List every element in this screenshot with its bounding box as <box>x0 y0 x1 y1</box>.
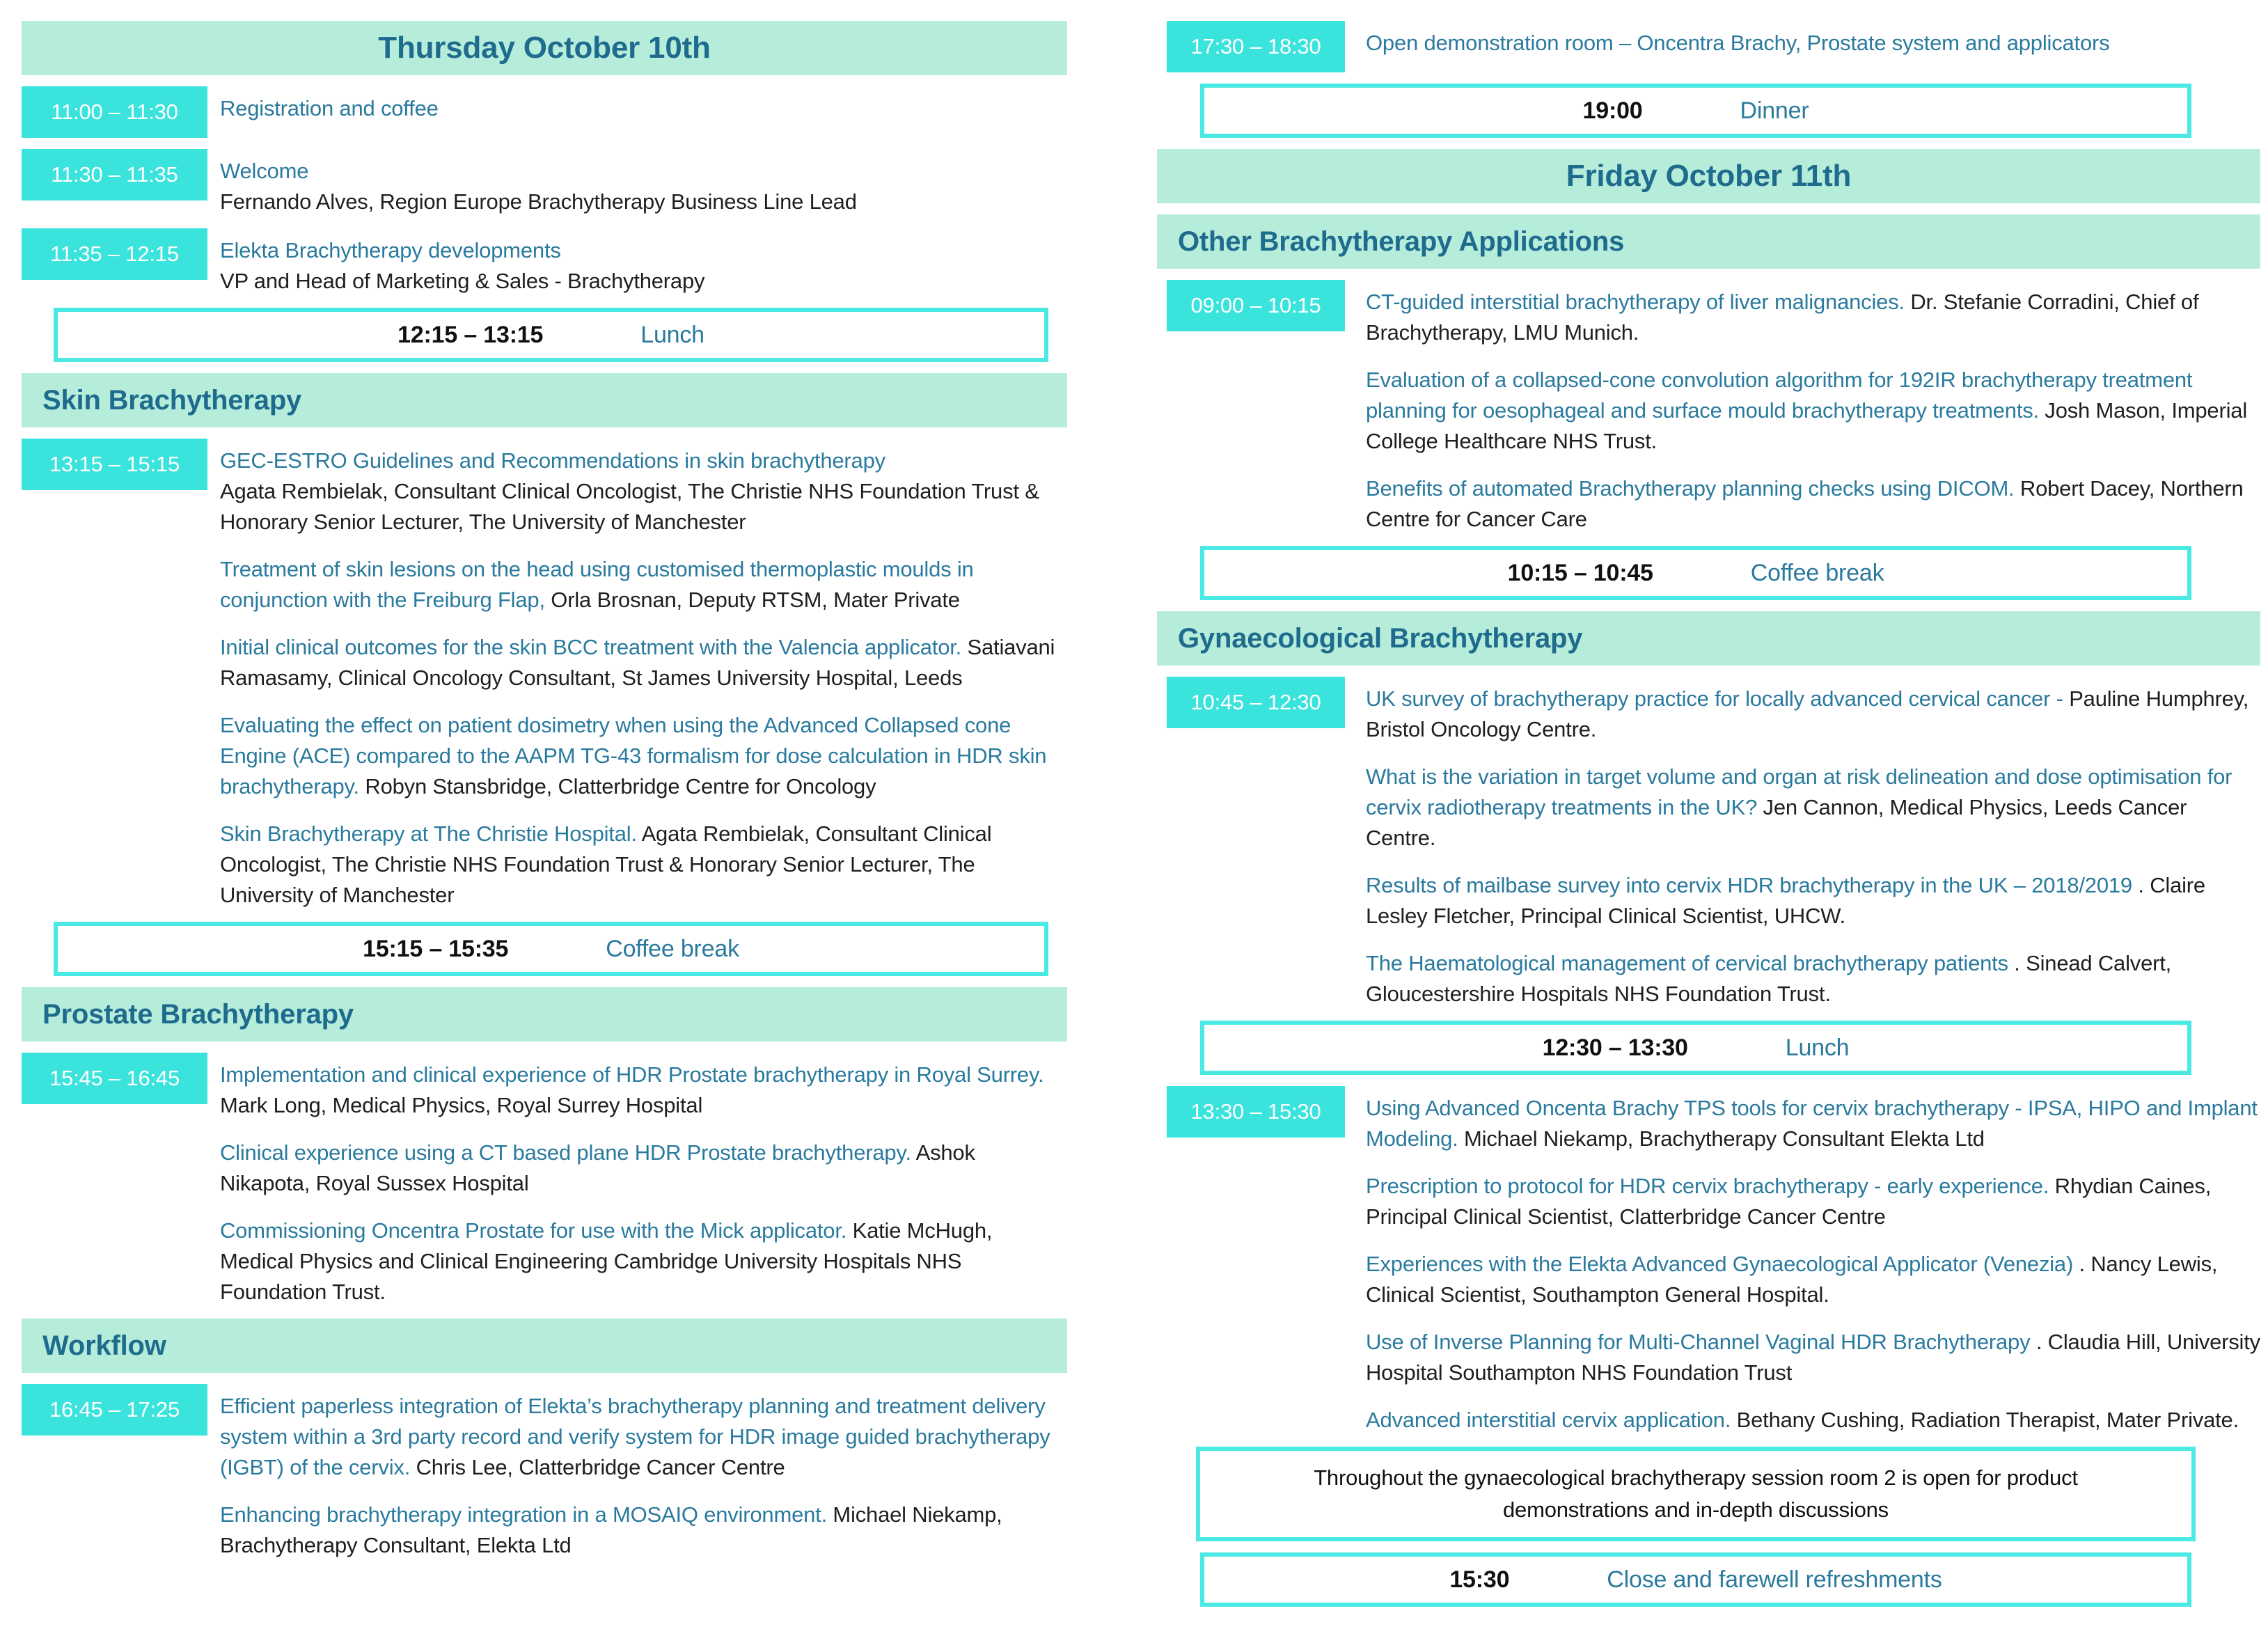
entry-speaker: Robert Dacey, Northern Centre for Cancer Care <box>1366 476 2244 531</box>
session-entries <box>220 228 1067 297</box>
session-entries <box>1366 1086 2260 1436</box>
session-entry <box>220 1060 1067 1121</box>
break-time: 12:15 – 13:15 <box>397 321 544 348</box>
entry-speaker: Dr. Stefanie Corradini, Chief of Brachytherapy, LMU Munich. <box>1366 290 2199 345</box>
entry-title: Use of Inverse Planning for Multi-Channel Vaginal HDR Brachytherapy <box>1366 1330 2031 1354</box>
entry-speaker: Fernando Alves, Region Europe Brachytherapy Business Line Lead <box>220 189 857 214</box>
entry-title: Registration and coffee <box>220 96 439 120</box>
session-entry <box>220 93 1067 124</box>
entry-speaker: Rhydian Caines, Principal Clinical Scientist, Clatterbridge Cancer Centre <box>1366 1174 2212 1229</box>
session-entry <box>1366 762 2260 854</box>
section-header: Gynaecological Brachytherapy <box>1157 611 2260 666</box>
section-header: Workflow <box>22 1319 1067 1373</box>
entry-speaker: Jen Cannon, Medical Physics, Leeds Cancer Centre. <box>1366 795 2187 850</box>
entry-title: Implementation and clinical experience of HDR Prostate brachytherapy in Royal Surrey. <box>220 1062 1044 1087</box>
break-box <box>1200 1552 2191 1607</box>
time-badge: 11:35 – 12:15 <box>22 228 207 280</box>
session-row <box>22 1384 1067 1561</box>
break-label: Lunch <box>640 321 704 348</box>
entry-title: GEC-ESTRO Guidelines and Recommendations in skin brachytherapy <box>220 448 885 473</box>
entry-title: Benefits of automated Brachytherapy planning checks using DICOM. <box>1366 476 2015 501</box>
session-row <box>22 149 1067 217</box>
session-entry <box>1366 1093 2260 1154</box>
session-entry <box>1366 684 2260 745</box>
session-row <box>22 86 1067 138</box>
session-entry <box>220 1216 1067 1307</box>
break-label: Dinner <box>1740 97 1809 124</box>
break-time: 10:15 – 10:45 <box>1507 559 1653 586</box>
entry-title: Using Advanced Oncenta Brachy TPS tools for cervix brachytherapy - IPSA, HIPO and Implant Modeling. <box>1366 1096 2258 1151</box>
entry-speaker: Robyn Stansbridge, Clatterbridge Centre for Oncology <box>365 774 876 799</box>
day-header: Thursday October 10th <box>22 21 1067 75</box>
time-badge: 13:30 – 15:30 <box>1167 1086 1345 1138</box>
session-row <box>1157 677 2260 1009</box>
session-entry <box>1366 28 2260 58</box>
day-header: Friday October 11th <box>1157 149 2260 203</box>
entry-title: Open demonstration room – Oncentra Brachy, Prostate system and applicators <box>1366 31 2110 55</box>
entry-speaker: . Claire Lesley Fletcher, Principal Clinical Scientist, UHCW. <box>1366 873 2205 928</box>
entry-speaker: . Nancy Lewis, Clinical Scientist, Southampton General Hospital. <box>1366 1252 2218 1307</box>
session-entry <box>1366 1327 2260 1388</box>
right-column <box>1157 21 2260 1618</box>
session-row <box>22 1053 1067 1307</box>
session-row <box>22 439 1067 911</box>
section-header: Skin Brachytherapy <box>22 373 1067 427</box>
break-label: Close and farewell refreshments <box>1607 1566 1942 1593</box>
entry-speaker: Michael Niekamp, Brachytherapy Consultant Elekta Ltd <box>1464 1126 1985 1151</box>
time-badge: 15:45 – 16:45 <box>22 1053 207 1104</box>
entry-title: Efficient paperless integration of Elekta’s brachytherapy planning and treatment delivery system within a 3rd party record and verify system for HDR image guided brachytherapy (IGBT) of the cervix. <box>220 1394 1050 1479</box>
session-row <box>1157 280 2260 535</box>
session-entry <box>1366 948 2260 1009</box>
session-entry <box>1366 365 2260 457</box>
session-entry <box>1366 473 2260 535</box>
entry-speaker: Bethany Cushing, Radiation Therapist, Mater Private. <box>1736 1408 2239 1432</box>
entry-title: Results of mailbase survey into cervix HDR brachytherapy in the UK – 2018/2019 <box>1366 873 2132 897</box>
break-box <box>1200 1021 2191 1075</box>
entry-title: Elekta Brachytherapy developments <box>220 238 561 262</box>
session-entries <box>220 1384 1067 1561</box>
session-entry <box>220 819 1067 911</box>
session-entry <box>220 1138 1067 1199</box>
break-time: 15:30 <box>1449 1566 1510 1593</box>
entry-title: Experiences with the Elekta Advanced Gynaecological Applicator (Venezia) <box>1366 1252 2074 1276</box>
time-badge: 11:30 – 11:35 <box>22 149 207 200</box>
entry-speaker: . Claudia Hill, University Hospital Southampton NHS Foundation Trust <box>1366 1330 2260 1385</box>
entry-title: Commissioning Oncentra Prostate for use with the Mick applicator. <box>220 1218 847 1243</box>
break-box <box>54 308 1048 362</box>
break-time: 15:15 – 15:35 <box>363 935 509 962</box>
break-box <box>1200 546 2191 600</box>
time-badge: 13:15 – 15:15 <box>22 439 207 490</box>
session-entry <box>1366 1171 2260 1232</box>
break-box <box>1200 84 2191 138</box>
left-column <box>22 21 1067 1572</box>
entry-title: Advanced interstitial cervix application. <box>1366 1408 1731 1432</box>
session-entry <box>220 1500 1067 1561</box>
session-entries <box>220 439 1067 911</box>
session-entry <box>1366 1405 2260 1436</box>
time-badge: 11:00 – 11:30 <box>22 86 207 138</box>
entry-title: Skin Brachytherapy at The Christie Hospital. <box>220 821 637 846</box>
session-entry <box>220 156 1067 217</box>
session-entry <box>1366 870 2260 931</box>
section-header: Other Brachytherapy Applications <box>1157 214 2260 269</box>
entry-speaker: Agata Rembielak, Consultant Clinical Oncologist, The Christie NHS Foundation Trust & Honorary Senior Lecturer, The University of Manchester <box>220 479 1039 534</box>
time-badge: 10:45 – 12:30 <box>1167 677 1345 728</box>
entry-speaker: Josh Mason, Imperial College Healthcare NHS Trust. <box>1366 398 2248 453</box>
session-entry <box>220 1391 1067 1483</box>
session-entries <box>220 1053 1067 1307</box>
entry-title: Treatment of skin lesions on the head using customised thermoplastic moulds in conjunction with the Freiburg Flap, <box>220 557 974 612</box>
session-entry <box>220 632 1067 693</box>
entry-speaker: Mark Long, Medical Physics, Royal Surrey Hospital <box>220 1093 703 1117</box>
session-entries <box>1366 677 2260 1009</box>
entry-title: CT-guided interstitial brachytherapy of liver malignancies. <box>1366 290 1905 314</box>
entry-title: Enhancing brachytherapy integration in a MOSAIQ environment. <box>220 1502 827 1527</box>
break-time: 12:30 – 13:30 <box>1542 1034 1688 1061</box>
entry-title: Initial clinical outcomes for the skin BCC treatment with the Valencia applicator. <box>220 635 962 659</box>
break-box <box>54 922 1048 976</box>
break-label: Lunch <box>1785 1034 1850 1061</box>
session-entries <box>220 149 1067 217</box>
entry-speaker: Michael Niekamp, Brachytherapy Consultant, Elekta Ltd <box>220 1502 1002 1557</box>
session-entry <box>1366 1249 2260 1310</box>
entry-speaker: Agata Rembielak, Consultant Clinical Oncologist, The Christie NHS Foundation Trust & Honorary Senior Lecturer, The University of Manchester <box>220 821 992 907</box>
break-time: 19:00 <box>1582 97 1643 124</box>
session-row <box>22 228 1067 297</box>
entry-speaker: . Sinead Calvert, Gloucestershire Hospitals NHS Foundation Trust. <box>1366 951 2172 1006</box>
session-row <box>1157 21 2260 72</box>
entry-speaker: Ashok Nikapota, Royal Sussex Hospital <box>220 1140 975 1195</box>
time-badge: 17:30 – 18:30 <box>1167 21 1345 72</box>
time-badge: 16:45 – 17:25 <box>22 1384 207 1436</box>
entry-title: What is the variation in target volume and organ at risk delineation and dose optimisation for cervix radiotherapy treatments in the UK? <box>1366 764 2232 819</box>
entry-speaker: Satiavani Ramasamy, Clinical Oncology Consultant, St James University Hospital, Leeds <box>220 635 1055 690</box>
entry-title: Clinical experience using a CT based plane HDR Prostate brachytherapy. <box>220 1140 911 1165</box>
session-entries <box>1366 280 2260 535</box>
entry-speaker: VP and Head of Marketing & Sales - Brachytherapy <box>220 269 705 293</box>
session-entry <box>220 446 1067 537</box>
session-entries <box>220 86 1067 124</box>
break-label: Coffee break <box>1750 559 1884 586</box>
entry-title: Prescription to protocol for HDR cervix brachytherapy - early experience. <box>1366 1174 2049 1198</box>
entry-speaker: Orla Brosnan, Deputy RTSM, Mater Private <box>551 588 960 612</box>
entry-title: The Haematological management of cervical brachytherapy patients <box>1366 951 2008 975</box>
session-entry <box>220 554 1067 615</box>
note-box: Throughout the gynaecological brachytherapy session room 2 is open for product demonstrations and in-depth discussions <box>1196 1447 2196 1541</box>
session-entry <box>220 710 1067 802</box>
entry-title: Evaluation of a collapsed-cone convolution algorithm for 192IR brachytherapy treatment planning for oesophageal and surface mould brachytherapy treatments. <box>1366 368 2193 423</box>
session-entry <box>1366 287 2260 348</box>
session-entry <box>220 235 1067 297</box>
entry-title: UK survey of brachytherapy practice for locally advanced cervical cancer - <box>1366 686 2063 711</box>
entry-title: Evaluating the effect on patient dosimetry when using the Advanced Collapsed cone Engine (ACE) compared to the AAPM TG-43 formalism for dose calculation in HDR skin brachytherapy. <box>220 713 1047 799</box>
entry-title: Welcome <box>220 159 309 183</box>
break-label: Coffee break <box>606 935 739 962</box>
session-entries <box>1366 21 2260 58</box>
section-header: Prostate Brachytherapy <box>22 987 1067 1041</box>
entry-speaker: Katie McHugh, Medical Physics and Clinical Engineering Cambridge University Hospitals NHS Foundation Trust. <box>220 1218 993 1304</box>
time-badge: 09:00 – 10:15 <box>1167 280 1345 331</box>
session-row <box>1157 1086 2260 1436</box>
entry-speaker: Chris Lee, Clatterbridge Cancer Centre <box>416 1455 785 1479</box>
entry-speaker: Pauline Humphrey, Bristol Oncology Centre. <box>1366 686 2249 741</box>
